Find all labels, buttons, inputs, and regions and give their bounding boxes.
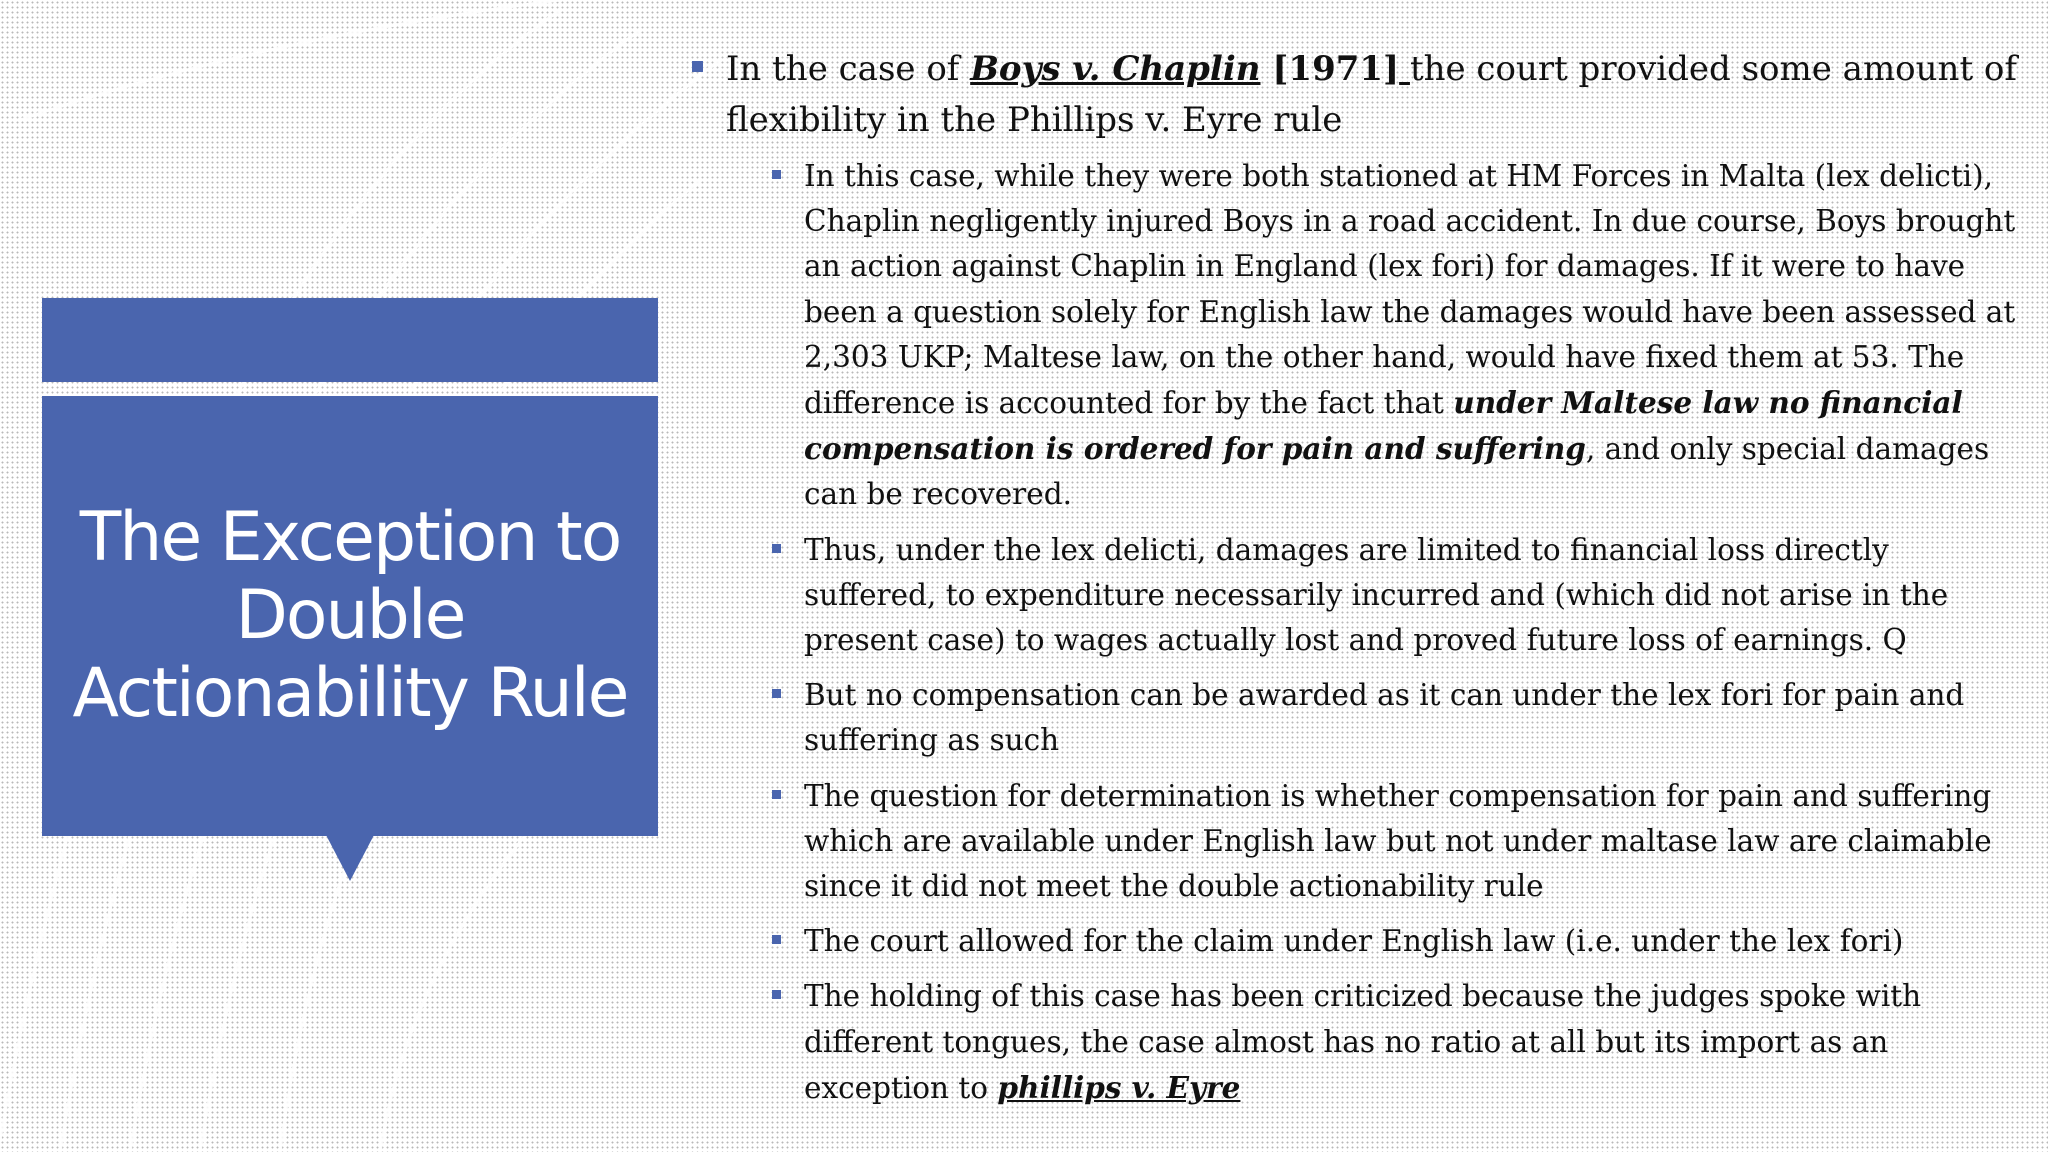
square-bullet-icon (772, 990, 781, 999)
bullet-criticism: The holding of this case has been criticized because the judges spoke with different tongues, the case almost has no ratio at all but its import as an exception to phillips v. Eyre (768, 974, 2020, 1111)
square-bullet-icon (772, 689, 781, 698)
bullet-main: In the case of Boys v. Chaplin [1971] the court provided some amount of flexibility in the Phillips v. Eyre rule (690, 44, 2020, 146)
square-bullet-icon (772, 790, 781, 799)
square-bullet-icon (692, 61, 703, 72)
square-bullet-icon (772, 935, 781, 944)
bullet-question: The question for determination is whether compensation for pain and suffering which are available under English law but not under maltase law are claimable since it did not meet the double actionability rule (768, 774, 2020, 910)
square-bullet-icon (772, 170, 781, 179)
bullet-facts: In this case, while they were both stationed at HM Forces in Malta (lex delicti), Chaplin negligently injured Boys in a road accident. In due course, Boys brought an action against Chaplin in England (lex fori) for damages. If it were to have been a question solely for English law the damages would have been assessed at 2,303 UKP; Maltese law, on the other hand, would have fixed them at 53. The difference is accounted for by the fact that under Maltese law no financial compensation is ordered for pain and suffering, and only special damages can be recovered. (768, 154, 2020, 518)
case-name-phillips-v-eyre: phillips v. Eyre (997, 1069, 1241, 1105)
title-callout (42, 396, 658, 836)
slide-title: The Exception to Double Actionability Rule (72, 498, 628, 733)
emphasis-maltese-law: under Maltese law no financial compensation is ordered for pain and suffering (804, 385, 1963, 467)
bullet-lex-delicti: Thus, under the lex delicti, damages are limited to financial loss directly suffered, to expenditure necessarily incurred and (which did not arise in the present case) to wages actually lost and proved future loss of earnings. Q (768, 528, 2020, 664)
square-bullet-icon (772, 544, 781, 553)
case-name-boys-v-chaplin: Boys v. Chaplin (970, 49, 1261, 89)
bullet-no-compensation: But no compensation can be awarded as it can under the lex fori for pain and suffering as such (768, 673, 2020, 763)
callout-pointer (326, 835, 374, 881)
bullet-holding: The court allowed for the claim under English law (i.e. under the lex fori) (768, 919, 2020, 964)
case-citation: [1971] (1260, 49, 1400, 89)
title-accent-bar (42, 298, 658, 382)
slide-content (690, 44, 2020, 1121)
